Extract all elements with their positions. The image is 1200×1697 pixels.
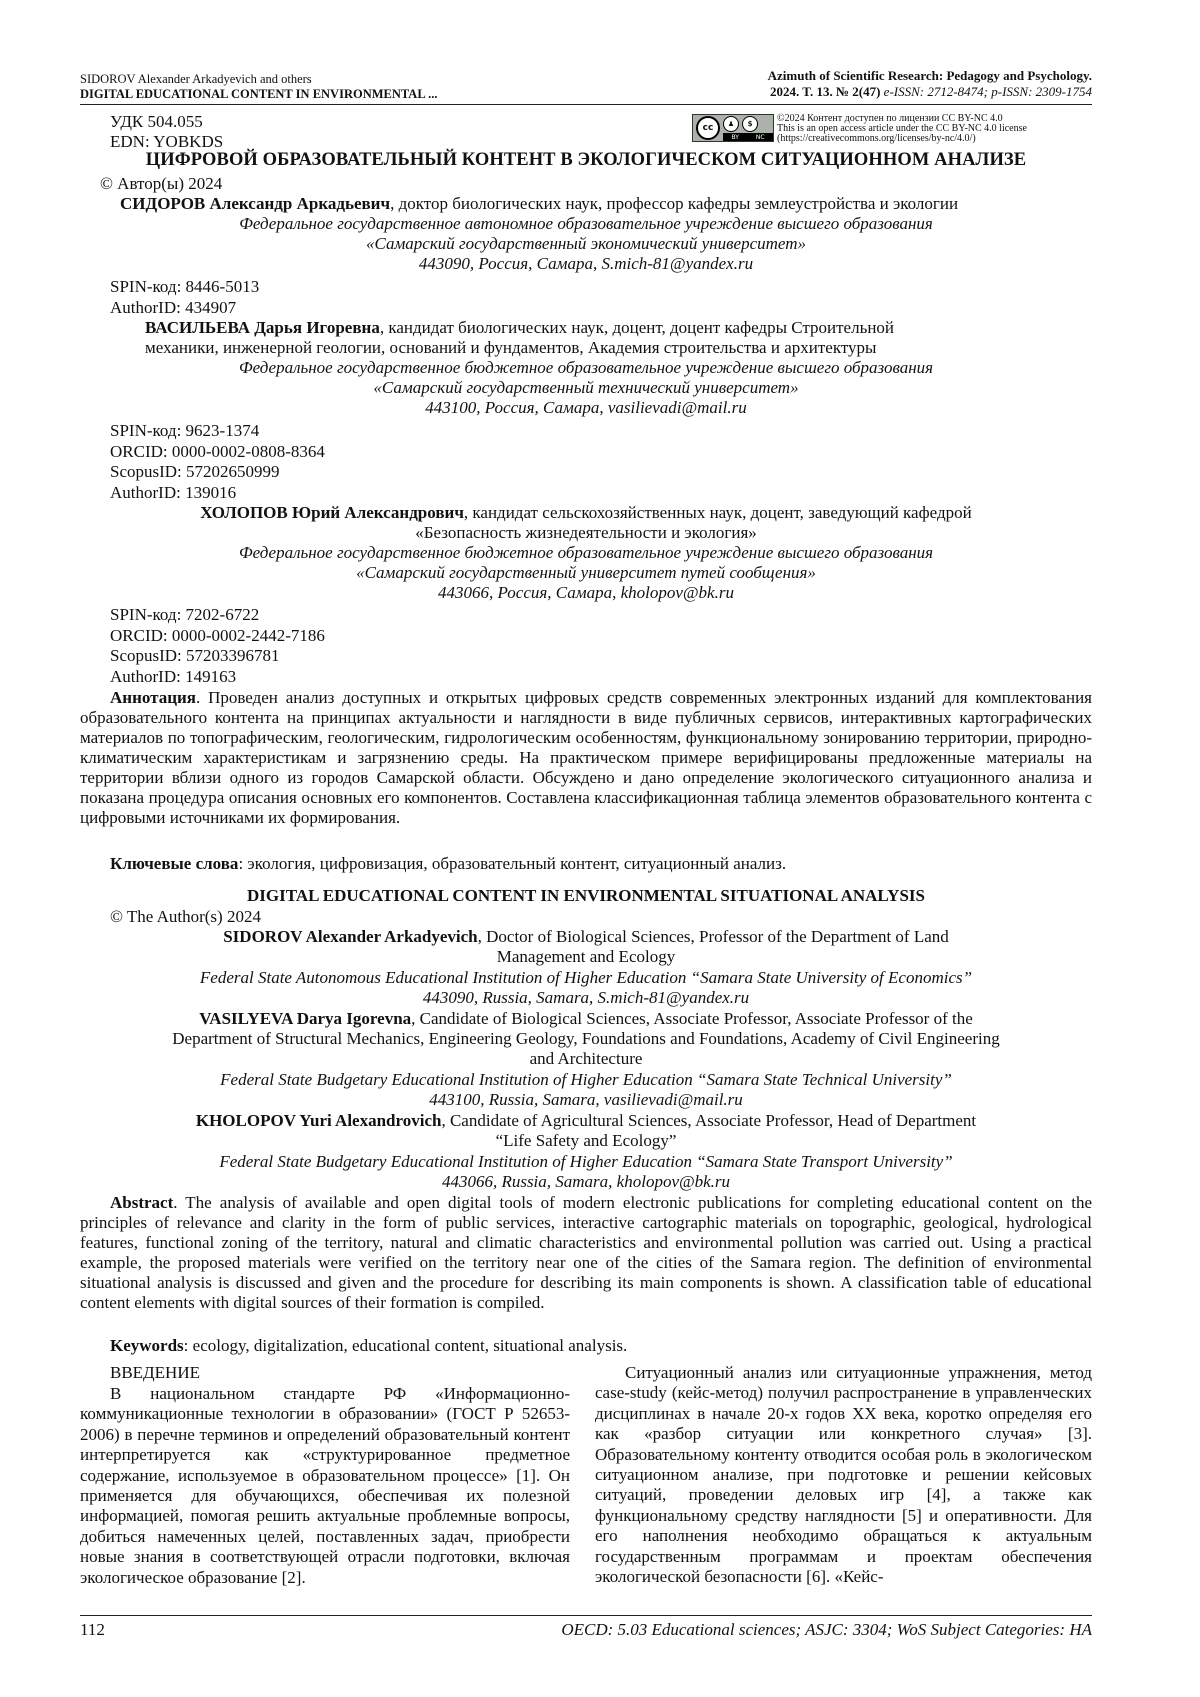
author-3-en: KHOLOPOV Yuri Alexandrovich, Candidate of Agricultural Sciences, Associate Professor, Head of Department “Life Safety and Ecology” — [195, 1111, 977, 1150]
affiliation-3-ru: Федеральное государственное бюджетное образовательное учреждение высшего образования «Самарский государственный университет путей сообщения» 443066, Россия, Самара, kholopov@bk.ru — [80, 543, 1092, 603]
article-identifiers — [110, 112, 223, 152]
cc-icon: cc — [696, 116, 720, 140]
edn: EDN: YOBKDS — [110, 132, 224, 151]
author-name: VASILYEVA Darya Igorevna — [199, 1009, 412, 1028]
author-name: KHOLOPOV Yuri Alexandrovich — [195, 1111, 442, 1130]
body-column-right: Ситуационный анализ или ситуационные упражнения, метод case-study (кейс-метод) получил распространение в управленческих дисциплинах в начале 20-х годов XX века, коротко определяя его как «разбор ситуации или конкретного случая» [3]. Образовательному контенту отводится особая роль в экологическом ситуационном анализе, при подготовке и решении кейсовых ситуаций, проведении деловых игр [4], а также как функциональному средству наглядности [5] и оперативности. Для его наполнения необходимо обращаться к актуальным государственным программам и проектам обеспечения экологической безопасности [6]. «Кейс- — [595, 1363, 1092, 1587]
section-heading-introduction: ВВЕДЕНИЕ — [110, 1363, 200, 1382]
author-2-en: VASILYEVA Darya Igorevna, Candidate of Biological Sciences, Associate Professor, Associate Professor of the Department of Structural Mechanics, Engineering Geology, Foundations and Foundations, Academy of Civil Engineering and Architecture — [172, 1009, 1000, 1068]
body-column-left: В национальном стандарте РФ «Информационно-коммуникационные технологии в образовании» (ГОСТ Р 52653-2006) в перечне терминов и определений образовательный контент интерпретируется как «структурированное предметное содержание, используемое в образовательном процессе» [1]. Он применяется для обучающихся, обеспечивая их полезной информацией, помогая решить актуальные проблемные вопросы, добиться намеченных целей, поставленных задач, приобрести новые знания в соответствующей отрасли подготовки, включая экологическое образование [2]. — [80, 1384, 570, 1587]
license-block — [692, 114, 1084, 142]
author-email[interactable]: 443100, Россия, Самара, vasilievadi@mail.ru — [425, 398, 747, 417]
running-header-left — [80, 72, 437, 102]
journal-name: Azimuth of Scientific Research: Pedagogy and Psychology. — [767, 68, 1092, 83]
author-2-ids: SPIN-код: 9623-1374 ORCID: 0000-0002-0808-8364 ScopusID: 57202650999 AuthorID: 139016 — [110, 421, 325, 502]
license-link[interactable]: (https://creativecommons.org/licenses/by-nc/4.0/) — [777, 133, 976, 144]
author-1-ru: СИДОРОВ Александр Аркадьевич, доктор биологических наук, профессор кафедры землеустройства и экологии — [120, 194, 959, 213]
copyright-en: © The Author(s) 2024 — [110, 907, 261, 926]
copyright-ru: © Автор(ы) 2024 — [100, 174, 223, 193]
header-short-title: DIGITAL EDUCATIONAL CONTENT IN ENVIRONMENTAL ... — [80, 87, 438, 101]
author-name: ВАСИЛЬЕВА Дарья Игоревна — [145, 318, 380, 337]
author-email[interactable]: 443090, Russia, Samara, S.mich-81@yandex.ru — [422, 988, 750, 1007]
page-number: 112 — [80, 1620, 105, 1639]
affiliation-2-ru: Федеральное государственное бюджетное образовательное учреждение высшего образования «Самарский государственный технический университет» 443100, Россия, Самара, vasilievadi@mail.ru — [80, 358, 1092, 418]
header-divider — [80, 104, 1092, 105]
affiliation-1-en: Federal State Autonomous Educational Institution of Higher Education “Samara State University of Economics” 443090, Russia, Samara, S.mich-81@yandex.ru — [80, 968, 1092, 1008]
affiliation-2-en: Federal State Budgetary Educational Institution of Higher Education “Samara State Technical University” 443100, Russia, Samara, vasilievadi@mail.ru — [80, 1070, 1092, 1110]
keywords-ru: Ключевые слова: экология, цифровизация, образовательный контент, ситуационный анализ. — [110, 854, 787, 873]
author-1-en: SIDOROV Alexander Arkadyevich, Doctor of Biological Sciences, Professor of the Department of Land Management and Ecology — [223, 927, 949, 966]
author-name: ХОЛОПОВ Юрий Александрович — [200, 503, 464, 522]
nc-icon: $ — [742, 116, 758, 132]
license-text: ©2024 Контент доступен по лицензии CC BY-NC 4.0 This is an open access article under the CC BY-NC 4.0 license (https://creativecommons.org/licenses/by-nc/4.0/) — [777, 113, 1027, 144]
author-name: SIDOROV Alexander Arkadyevich — [223, 927, 478, 946]
badge-label-bar: BY NC — [723, 133, 773, 141]
abstract-ru: Аннотация. Проведен анализ доступных и открытых цифровых средств современных электронных изданий для комплектования образовательного контента на принципах актуальности и наглядности в виде публичных сервисов, интерактивных картографических материалов по топографическим, геологическим, гидрологическим особенностям, функциональному зонированию территории, природно-климатическим характеристикам и загрязнению среды. На практическом примере верифицированы предложенные материалы на территории вблизи одного из городов Самарской области. Обсуждено и дано определение экологического ситуационного анализа и показана процедура описания основных его компонентов. Составлена классификационная таблица элементов образовательного контента с цифровыми источниками их формирования. — [80, 688, 1092, 827]
article-title-en: DIGITAL EDUCATIONAL CONTENT IN ENVIRONMENTAL SITUATIONAL ANALYSIS — [247, 886, 925, 905]
header-authors: SIDOROV Alexander Arkadyevich and others — [80, 72, 312, 86]
affiliation-1-ru: Федеральное государственное автономное образовательное учреждение высшего образования «Самарский государственный экономический университет» 443090, Россия, Самара, S.mich-81@yandex.ru — [80, 214, 1092, 274]
author-email[interactable]: 443066, Russia, Samara, kholopov@bk.ru — [441, 1172, 731, 1191]
author-2-ru: ВАСИЛЬЕВА Дарья Игоревна, кандидат биологических наук, доцент, доцент кафедры Строительной механики, инженерной геологии, оснований и фундаментов, Академия строительства и архитектуры — [145, 318, 895, 357]
author-3-ids: SPIN-код: 7202-6722 ORCID: 0000-0002-2442-7186 ScopusID: 57203396781 AuthorID: 149163 — [110, 605, 325, 686]
subject-classification: OECD: 5.03 Educational sciences; ASJC: 3304; WoS Subject Categories: HA — [561, 1620, 1092, 1639]
abstract-en: Abstract. The analysis of available and open digital tools of modern electronic publications for completing educational content on the principles of relevance and clarity in the form of public services, interactive cartographic materials on topographic, geological, hydrological features, functional zoning of the territory, natural and climatic characteristics and environmental pollution was carried out. Using a practical example, the proposed materials were verified on the territory near one of the cities of the Samara region. The definition of environmental situational analysis is discussed and given and the procedure for describing its main components is shown. A classification table of educational content elements with digital sources of their formation is compiled. — [80, 1193, 1092, 1312]
by-icon: ♟ — [723, 116, 739, 132]
footer-divider — [80, 1615, 1092, 1616]
cc-by-nc-badge-icon — [692, 114, 774, 142]
affiliation-3-en: Federal State Budgetary Educational Institution of Higher Education “Samara State Transport University” 443066, Russia, Samara, kholopov@bk.ru — [80, 1152, 1092, 1192]
article-title-ru: ЦИФРОВОЙ ОБРАЗОВАТЕЛЬНЫЙ КОНТЕНТ В ЭКОЛОГИЧЕСКОМ СИТУАЦИОННОМ АНАЛИЗЕ — [145, 150, 1027, 170]
author-name: СИДОРОВ Александр Аркадьевич — [120, 194, 391, 213]
udk: УДК 504.055 — [110, 112, 203, 131]
author-email[interactable]: 443100, Russia, Samara, vasilievadi@mail.ru — [429, 1090, 743, 1109]
author-1-ids: SPIN-код: 8446-5013 AuthorID: 434907 — [110, 277, 260, 317]
author-3-ru: ХОЛОПОВ Юрий Александрович, кандидат сельскохозяйственных наук, доцент, заведующий кафедрой «Безопасность жизнедеятельности и экология» — [200, 503, 972, 542]
keywords-en: Keywords: ecology, digitalization, educational content, situational analysis. — [110, 1336, 628, 1355]
journal-issue: 2024. T. 13. № 2(47) e-ISSN: 2712-8474; p-ISSN: 2309-1754 — [769, 84, 1092, 99]
running-header-right — [768, 68, 1092, 100]
author-email[interactable]: 443066, Россия, Самара, kholopov@bk.ru — [438, 583, 734, 602]
author-email[interactable]: 443090, Россия, Самара, S.mich-81@yandex.ru — [418, 254, 754, 273]
